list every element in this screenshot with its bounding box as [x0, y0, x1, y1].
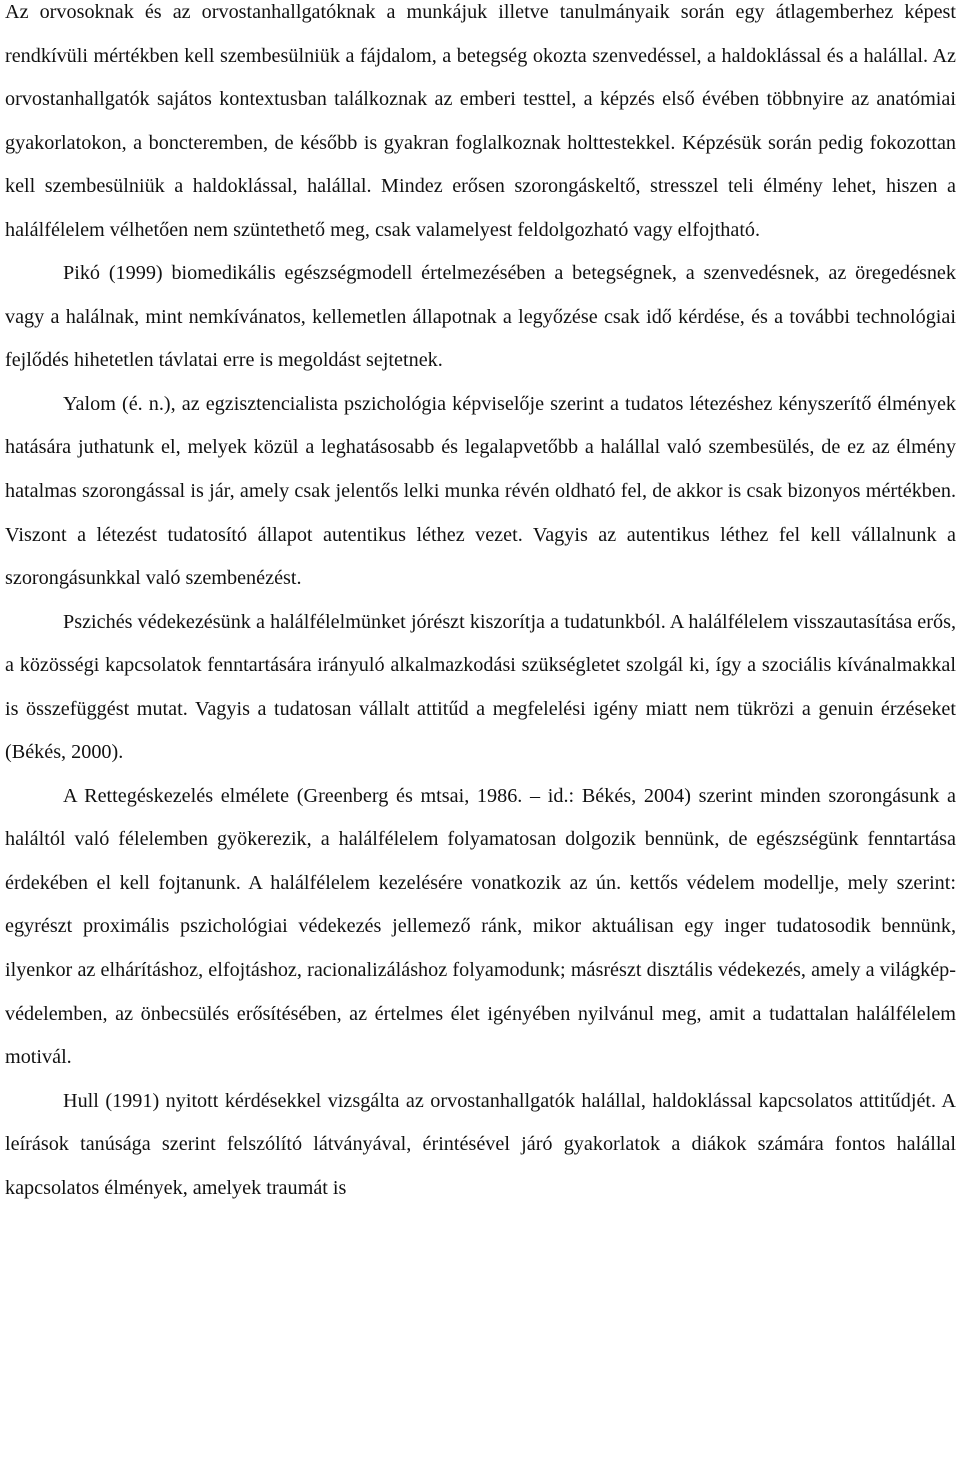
paragraph-yalom: Yalom (é. n.), az egzisztencialista pszichológia képviselője szerint a tudatos létezéshez kényszerítő élmények hatására juthatunk el, melyek közül a leghatásosabb és legalapvetőbb a halállal való szembesülés, de ez az élmény hatalmas szorongással is jár, amely csak jelentős lelki munka révén oldható fel, de akkor is csak bizonyos mértékben. Viszont a létezést tudatosító állapot autentikus léthez vezet. Vagyis az autentikus léthez fel kell vállalnunk a szorongásunkkal való szembenézést. [5, 392, 956, 590]
paragraph-hull: Hull (1991) nyitott kérdésekkel vizsgálta az orvostanhallgatók halállal, haldoklással kapcsolatos attitűdjét. A leírások tanúsága szerint felszólító látványával, érintésével járó gyakorlatok a diákok számára fontos halállal kapcsolatos élmények, amelyek traumát is [5, 1089, 956, 1199]
paragraph-intro: Az orvosoknak és az orvostanhallgatóknak a munkájuk illetve tanulmányaik során egy átlagemberhez képest rendkívüli mértékben kell szembesülniük a fájdalom, a betegség okozta szenvedéssel, a haldoklással és a halállal. Az orvostanhallgatók sajátos kontextusban találkoznak az emberi testtel, a képzés első évében többnyire az anatómiai gyakorlatokon, a boncteremben, de később is gyakran foglalkoznak holttestekkel. Képzésük során pedig fokozottan kell szembesülniük a haldoklással, halállal. Mindez erősen szorongáskeltő, stresszel teli élmény lehet, hiszen a halálfélelem vélhetően nem szüntethető meg, csak valamelyest feldolgozható vagy elfojtható. [5, 1, 956, 241]
paragraph-terror-management: A Rettegéskezelés elmélete (Greenberg és mtsai, 1986. – id.: Békés, 2004) szerint minden szorongásunk a haláltól való félelemben gyökerezik, a halálfélelem folyamatosan dolgozik bennünk, de egészségünk fenntartása érdekében el kell fojtanunk. A halálfélelem kezelésére vonatkozik az ún. kettős védelem modellje, mely szerint: egyrészt proximális pszichológiai védekezés jellemező ránk, mikor aktuálisan egy inger tudatosodik bennünk, ilyenkor az elhárításhoz, elfojtáshoz, racionalizáláshoz folyamodunk; másrészt disztális védekezés, amely a világkép-védelemben, az önbecsülés erősítésében, az értelmes élet igényében nyilvánul meg, amit a tudattalan halálfélelem motivál. [5, 784, 956, 1069]
paragraph-piko: Pikó (1999) biomedikális egészségmodell értelmezésében a betegségnek, a szenvedésnek, az öregedésnek vagy a halálnak, mint nemkívánatos, kellemetlen állapotnak a legyőzése csak idő kérdése, és a további technológiai fejlődés hihetetlen távlatai erre is megoldást sejtetnek. [5, 262, 956, 372]
paragraph-psychic-defense: Pszichés védekezésünk a halálfélelmünket jórészt kiszorítja a tudatunkból. A halálfélelem visszautasítása erős, a közösségi kapcsolatok fenntartására irányuló alkalmazkodási szükségletet szolgál ki, így a szociális kívánalmakkal is összefüggést mutat. Vagyis a tudatosan vállalt attitűd a megfelelési igény miatt nem tükrözi a genuin érzéseket (Békés, 2000). [5, 610, 956, 764]
